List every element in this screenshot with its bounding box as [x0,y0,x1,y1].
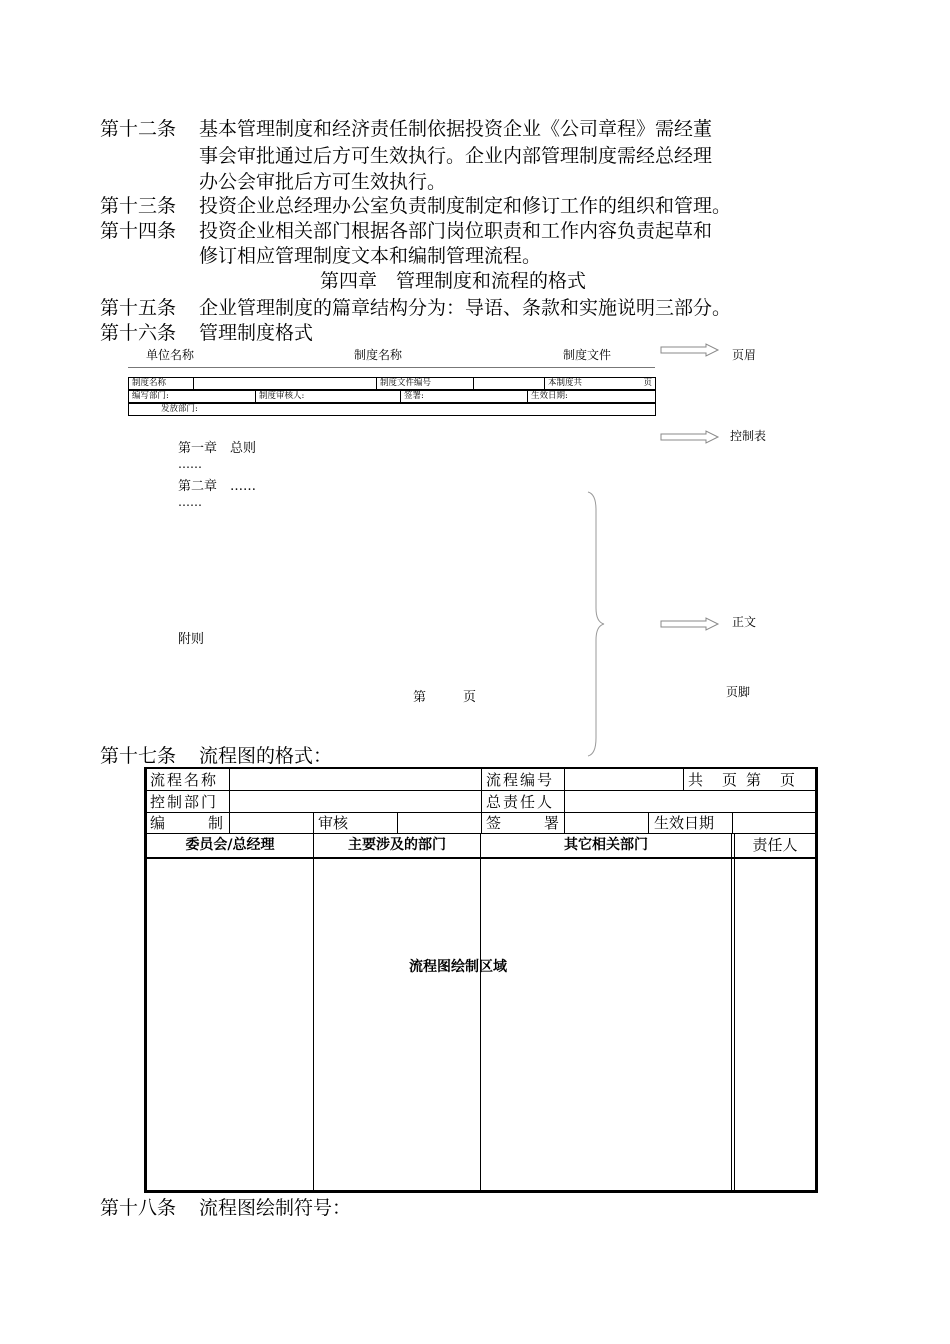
chapter-4-title: 第四章 管理制度和流程的格式 [320,270,587,292]
flow-name-label: 流程名称 [150,771,219,789]
flow-col-main-dept: 主要涉及的部门 [348,837,446,853]
flow-owner-label: 总责任人 [486,793,555,811]
sample-chapter-2: 第二章 …… [178,479,257,494]
flow-col-responsible: 责任人 [752,836,798,854]
article-16-line-1: 管理制度格式 [199,322,314,344]
header-policy-name: 制度名称 [354,348,403,362]
ctl-doc-no-value [474,378,545,390]
article-13-label: 第十三条 [100,195,177,217]
article-17-label: 第十七条 [100,745,177,767]
article-16-label: 第十六条 [100,322,177,344]
article-12-line-2: 事会审批通过后方可生效执行。企业内部管理制度需经总经理 [199,145,713,167]
sample-dots-1: …… [178,457,202,471]
ctl-writing-dept: 编写部门: [129,391,256,403]
ctl-policy-name-label: 制度名称 [129,378,194,390]
flow-effective-label: 生效日期 [654,814,715,832]
article-18-label: 第十八条 [100,1197,177,1219]
ctl-reviewer: 制度审核人: [256,391,401,403]
main-arrow-icon [660,617,720,631]
control-arrow-icon [660,430,720,444]
body-brace-icon [584,490,608,758]
annotation-main: 正文 [732,615,757,629]
annotation-footer: 页脚 [726,685,751,699]
ctl-signature: 签署: [401,391,528,403]
header-rule [128,367,655,368]
flow-shu: 署 [544,814,560,832]
sample-appendix: 附则 [178,632,205,647]
article-12-label: 第十二条 [100,118,177,140]
annotation-control: 控制表 [730,429,767,443]
article-15-label: 第十五条 [100,297,177,319]
flow-col-other-dept: 其它相关部门 [564,837,648,853]
header-policy-doc: 制度文件 [563,348,612,362]
article-14-label: 第十四条 [100,220,177,242]
article-14-line-2: 修订相应管理制度文本和编制管理流程。 [199,245,542,267]
article-15-line-1: 企业管理制度的篇章结构分为：导语、条款和实施说明三部分。 [199,297,732,319]
article-13-line-1: 投资企业总经理办公室负责制度制定和修订工作的组织和管理。 [199,195,732,217]
flow-review-label: 审核 [318,814,349,832]
annotation-header: 页眉 [732,348,757,362]
ctl-policy-name-value [194,378,377,390]
flow-gong: 共 [688,771,704,789]
ctl-effective-date: 生效日期: [528,391,656,403]
article-12-line-3: 办公会审批后方可生效执行。 [199,171,447,193]
flow-code-label: 流程编号 [486,771,555,789]
flow-col-committee: 委员会/总经理 [185,837,275,853]
ctl-doc-no-label: 制度文件编号 [377,378,474,390]
article-17-line-1: 流程图的格式： [199,745,333,767]
ctl-total-label: 本制度共 [545,378,612,390]
ctl-distribution-dept: 发放部门: [129,404,656,416]
flow-bian: 编 [150,814,166,832]
footer-ye: 页 [463,690,477,705]
ctl-page-label: 页 [611,378,656,390]
control-table-row-2 [128,390,656,403]
flow-control-dept-label: 控制部门 [150,793,219,811]
flow-drawing-area-label: 流程图绘制区域 [409,959,507,975]
header-unit-name: 单位名称 [146,348,195,362]
control-table [128,377,656,390]
article-14-line-1: 投资企业相关部门根据各部门岗位职责和工作内容负责起草和 [199,220,713,242]
footer-di: 第 [413,690,427,705]
flow-ye-2: 页 [780,771,796,789]
flow-zhi: 制 [208,814,224,832]
header-arrow-icon [660,343,720,357]
flow-qian: 签 [486,814,502,832]
flow-ye-1: 页 [722,771,738,789]
flow-di: 第 [746,771,762,789]
sample-chapter-1: 第一章 总则 [178,441,257,456]
article-18-line-1: 流程图绘制符号： [199,1197,352,1219]
article-12-line-1: 基本管理制度和经济责任制依据投资企业《公司章程》需经董 [199,118,713,140]
control-table-row-3 [128,403,656,416]
sample-dots-2: …… [178,495,202,509]
